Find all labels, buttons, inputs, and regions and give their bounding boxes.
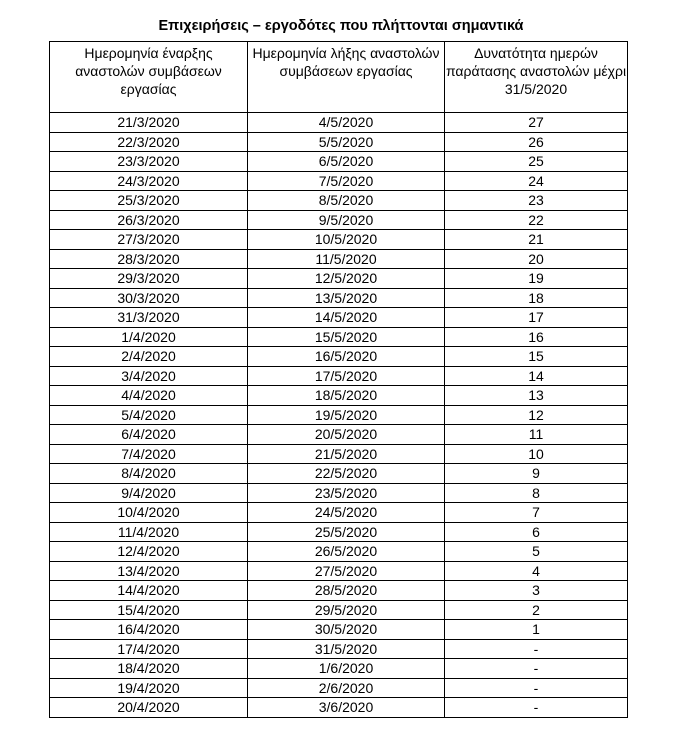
cell-extension-days: 24 bbox=[445, 171, 628, 191]
table-row bbox=[50, 503, 628, 523]
cell-start-date: 24/3/2020 bbox=[50, 171, 248, 191]
table-row bbox=[50, 698, 628, 718]
cell-extension-days: 5 bbox=[445, 542, 628, 562]
table-row bbox=[50, 347, 628, 367]
table-row bbox=[50, 444, 628, 464]
cell-start-date: 25/3/2020 bbox=[50, 191, 248, 211]
cell-start-date: 8/4/2020 bbox=[50, 464, 248, 484]
cell-start-date: 7/4/2020 bbox=[50, 444, 248, 464]
cell-start-date: 16/4/2020 bbox=[50, 620, 248, 640]
cell-extension-days: 27 bbox=[445, 113, 628, 133]
table-row bbox=[50, 152, 628, 172]
cell-extension-days: 4 bbox=[445, 561, 628, 581]
column-header-end-date: Ημερομηνία λήξης αναστολών συμβάσεων εργασίας bbox=[248, 42, 445, 113]
cell-end-date: 13/5/2020 bbox=[248, 288, 445, 308]
cell-extension-days: 16 bbox=[445, 327, 628, 347]
cell-start-date: 30/3/2020 bbox=[50, 288, 248, 308]
cell-extension-days: 8 bbox=[445, 483, 628, 503]
cell-end-date: 3/6/2020 bbox=[248, 698, 445, 718]
cell-end-date: 31/5/2020 bbox=[248, 639, 445, 659]
cell-start-date: 2/4/2020 bbox=[50, 347, 248, 367]
table-row bbox=[50, 425, 628, 445]
table-row bbox=[50, 269, 628, 289]
cell-start-date: 23/3/2020 bbox=[50, 152, 248, 172]
table-row bbox=[50, 483, 628, 503]
table-body bbox=[50, 113, 628, 718]
cell-start-date: 26/3/2020 bbox=[50, 210, 248, 230]
cell-end-date: 21/5/2020 bbox=[248, 444, 445, 464]
table-row bbox=[50, 600, 628, 620]
table-row bbox=[50, 464, 628, 484]
table-row bbox=[50, 230, 628, 250]
cell-end-date: 19/5/2020 bbox=[248, 405, 445, 425]
cell-extension-days: 10 bbox=[445, 444, 628, 464]
table-row bbox=[50, 132, 628, 152]
cell-extension-days: 19 bbox=[445, 269, 628, 289]
cell-extension-days: 21 bbox=[445, 230, 628, 250]
cell-end-date: 20/5/2020 bbox=[248, 425, 445, 445]
table-row bbox=[50, 171, 628, 191]
cell-extension-days: 12 bbox=[445, 405, 628, 425]
cell-start-date: 31/3/2020 bbox=[50, 308, 248, 328]
cell-end-date: 10/5/2020 bbox=[248, 230, 445, 250]
cell-extension-days: 14 bbox=[445, 366, 628, 386]
cell-end-date: 16/5/2020 bbox=[248, 347, 445, 367]
cell-start-date: 4/4/2020 bbox=[50, 386, 248, 406]
cell-start-date: 6/4/2020 bbox=[50, 425, 248, 445]
cell-end-date: 27/5/2020 bbox=[248, 561, 445, 581]
cell-end-date: 6/5/2020 bbox=[248, 152, 445, 172]
table-row bbox=[50, 678, 628, 698]
table-row bbox=[50, 249, 628, 269]
cell-start-date: 20/4/2020 bbox=[50, 698, 248, 718]
cell-end-date: 1/6/2020 bbox=[248, 659, 445, 679]
cell-start-date: 10/4/2020 bbox=[50, 503, 248, 523]
cell-start-date: 13/4/2020 bbox=[50, 561, 248, 581]
cell-extension-days: 22 bbox=[445, 210, 628, 230]
table-row bbox=[50, 327, 628, 347]
cell-end-date: 4/5/2020 bbox=[248, 113, 445, 133]
table-row bbox=[50, 620, 628, 640]
cell-end-date: 17/5/2020 bbox=[248, 366, 445, 386]
table-header-row bbox=[50, 42, 628, 113]
cell-end-date: 23/5/2020 bbox=[248, 483, 445, 503]
cell-extension-days: 13 bbox=[445, 386, 628, 406]
table-row bbox=[50, 639, 628, 659]
cell-extension-days: 17 bbox=[445, 308, 628, 328]
table-row bbox=[50, 210, 628, 230]
table-row bbox=[50, 522, 628, 542]
cell-start-date: 15/4/2020 bbox=[50, 600, 248, 620]
table-row bbox=[50, 366, 628, 386]
cell-end-date: 11/5/2020 bbox=[248, 249, 445, 269]
table-row bbox=[50, 581, 628, 601]
cell-start-date: 18/4/2020 bbox=[50, 659, 248, 679]
cell-end-date: 30/5/2020 bbox=[248, 620, 445, 640]
cell-extension-days: 7 bbox=[445, 503, 628, 523]
cell-extension-days: 1 bbox=[445, 620, 628, 640]
table-row bbox=[50, 386, 628, 406]
cell-extension-days: 18 bbox=[445, 288, 628, 308]
table-title: Επιχειρήσεις – εργοδότες που πλήττονται σημαντικά bbox=[158, 18, 524, 34]
cell-end-date: 2/6/2020 bbox=[248, 678, 445, 698]
cell-start-date: 3/4/2020 bbox=[50, 366, 248, 386]
cell-extension-days: 2 bbox=[445, 600, 628, 620]
table-row bbox=[50, 659, 628, 679]
suspension-dates-table bbox=[49, 41, 628, 718]
cell-extension-days: - bbox=[445, 639, 628, 659]
column-header-start-date: Ημερομηνία έναρξης αναστολών συμβάσεων εργασίας bbox=[50, 42, 248, 113]
column-header-extension-days: Δυνατότητα ημερών παράτασης αναστολών μέχρι 31/5/2020 bbox=[445, 42, 628, 113]
cell-end-date: 18/5/2020 bbox=[248, 386, 445, 406]
cell-extension-days: - bbox=[445, 659, 628, 679]
cell-end-date: 14/5/2020 bbox=[248, 308, 445, 328]
cell-start-date: 9/4/2020 bbox=[50, 483, 248, 503]
cell-end-date: 29/5/2020 bbox=[248, 600, 445, 620]
table-row bbox=[50, 561, 628, 581]
table-row bbox=[50, 113, 628, 133]
cell-extension-days: 15 bbox=[445, 347, 628, 367]
cell-start-date: 1/4/2020 bbox=[50, 327, 248, 347]
cell-extension-days: 25 bbox=[445, 152, 628, 172]
cell-start-date: 12/4/2020 bbox=[50, 542, 248, 562]
table-row bbox=[50, 288, 628, 308]
cell-start-date: 14/4/2020 bbox=[50, 581, 248, 601]
cell-end-date: 25/5/2020 bbox=[248, 522, 445, 542]
cell-start-date: 19/4/2020 bbox=[50, 678, 248, 698]
cell-end-date: 24/5/2020 bbox=[248, 503, 445, 523]
cell-extension-days: 9 bbox=[445, 464, 628, 484]
cell-start-date: 5/4/2020 bbox=[50, 405, 248, 425]
cell-start-date: 28/3/2020 bbox=[50, 249, 248, 269]
table-row bbox=[50, 191, 628, 211]
cell-start-date: 11/4/2020 bbox=[50, 522, 248, 542]
cell-extension-days: 11 bbox=[445, 425, 628, 445]
cell-start-date: 17/4/2020 bbox=[50, 639, 248, 659]
table-row bbox=[50, 542, 628, 562]
cell-extension-days: - bbox=[445, 698, 628, 718]
cell-end-date: 22/5/2020 bbox=[248, 464, 445, 484]
cell-extension-days: 20 bbox=[445, 249, 628, 269]
cell-extension-days: - bbox=[445, 678, 628, 698]
cell-end-date: 5/5/2020 bbox=[248, 132, 445, 152]
cell-end-date: 12/5/2020 bbox=[248, 269, 445, 289]
cell-end-date: 7/5/2020 bbox=[248, 171, 445, 191]
cell-start-date: 29/3/2020 bbox=[50, 269, 248, 289]
cell-end-date: 26/5/2020 bbox=[248, 542, 445, 562]
cell-start-date: 27/3/2020 bbox=[50, 230, 248, 250]
table-row bbox=[50, 405, 628, 425]
cell-extension-days: 23 bbox=[445, 191, 628, 211]
cell-end-date: 15/5/2020 bbox=[248, 327, 445, 347]
cell-extension-days: 26 bbox=[445, 132, 628, 152]
cell-start-date: 21/3/2020 bbox=[50, 113, 248, 133]
cell-end-date: 9/5/2020 bbox=[248, 210, 445, 230]
cell-end-date: 28/5/2020 bbox=[248, 581, 445, 601]
cell-start-date: 22/3/2020 bbox=[50, 132, 248, 152]
cell-end-date: 8/5/2020 bbox=[248, 191, 445, 211]
table-row bbox=[50, 308, 628, 328]
cell-extension-days: 3 bbox=[445, 581, 628, 601]
cell-extension-days: 6 bbox=[445, 522, 628, 542]
